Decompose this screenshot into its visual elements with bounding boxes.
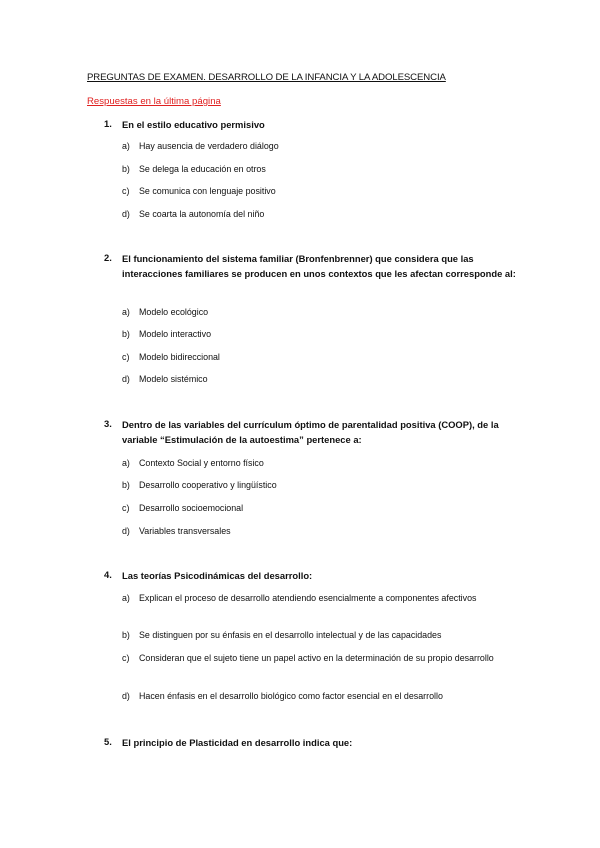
option-text: Desarrollo cooperativo y lingüístico (139, 480, 277, 490)
option-text: Hay ausencia de verdadero diálogo (139, 141, 279, 151)
question-text: Dentro de las variables del currículum óptimo de parentalidad positiva (COOP), de la variable “Estimulación de la autoestima” pertenece a: (122, 419, 499, 445)
option-text: Modelo ecológico (139, 307, 209, 317)
question-number: 4. (104, 569, 112, 580)
answers-note-link[interactable]: Respuestas en la última página (87, 96, 221, 107)
option-letter: c) (122, 503, 130, 513)
option-letter: d) (122, 691, 130, 701)
option-letter: a) (122, 593, 130, 603)
option-letter: a) (122, 141, 130, 151)
question-number: 5. (104, 736, 112, 747)
option-letter: c) (122, 186, 130, 196)
option-text: Modelo bidireccional (139, 352, 220, 362)
option-letter: b) (122, 630, 130, 640)
question-number: 1. (104, 118, 112, 129)
option-text: Desarrollo socioemocional (139, 503, 244, 513)
question-number: 2. (104, 252, 112, 263)
option-text: Se delega la educación en otros (139, 164, 266, 174)
option-letter: c) (122, 653, 130, 663)
option-text: Variables transversales (139, 526, 231, 536)
option-text: Explican el proceso de desarrollo atendiendo esencialmente a componentes afectivos (139, 593, 477, 603)
question-number: 3. (104, 418, 112, 429)
option-letter: c) (122, 352, 130, 362)
question-text: El funcionamiento del sistema familiar (Bronfenbrenner) que considera que las interacciones familiares se producen en unos contextos que les afectan corresponde al: (122, 253, 516, 279)
option-letter: b) (122, 480, 130, 490)
option-text: Modelo sistémico (139, 374, 208, 384)
option-text: Hacen énfasis en el desarrollo biológico como factor esencial en el desarrollo (139, 691, 443, 701)
page-title: PREGUNTAS DE EXAMEN. DESARROLLO DE LA INFANCIA Y LA ADOLESCENCIA (87, 72, 446, 83)
option-text: Se coarta la autonomía del niño (139, 209, 265, 219)
question-text: El principio de Plasticidad en desarrollo indica que: (122, 737, 353, 748)
option-letter: a) (122, 458, 130, 468)
option-text: Se distinguen por su énfasis en el desarrollo intelectual y de las capacidades (139, 630, 442, 640)
option-letter: d) (122, 526, 130, 536)
option-letter: d) (122, 209, 130, 219)
question-text: Las teorías Psicodinámicas del desarrollo: (122, 570, 313, 581)
option-text: Se comunica con lenguaje positivo (139, 186, 276, 196)
option-letter: b) (122, 164, 130, 174)
option-text: Contexto Social y entorno físico (139, 458, 264, 468)
option-letter: a) (122, 307, 130, 317)
option-letter: d) (122, 374, 130, 384)
option-text: Modelo interactivo (139, 329, 212, 339)
option-letter: b) (122, 329, 130, 339)
question-text: En el estilo educativo permisivo (122, 119, 265, 130)
option-text: Consideran que el sujeto tiene un papel activo en la determinación de su propio desarrollo (139, 653, 494, 663)
